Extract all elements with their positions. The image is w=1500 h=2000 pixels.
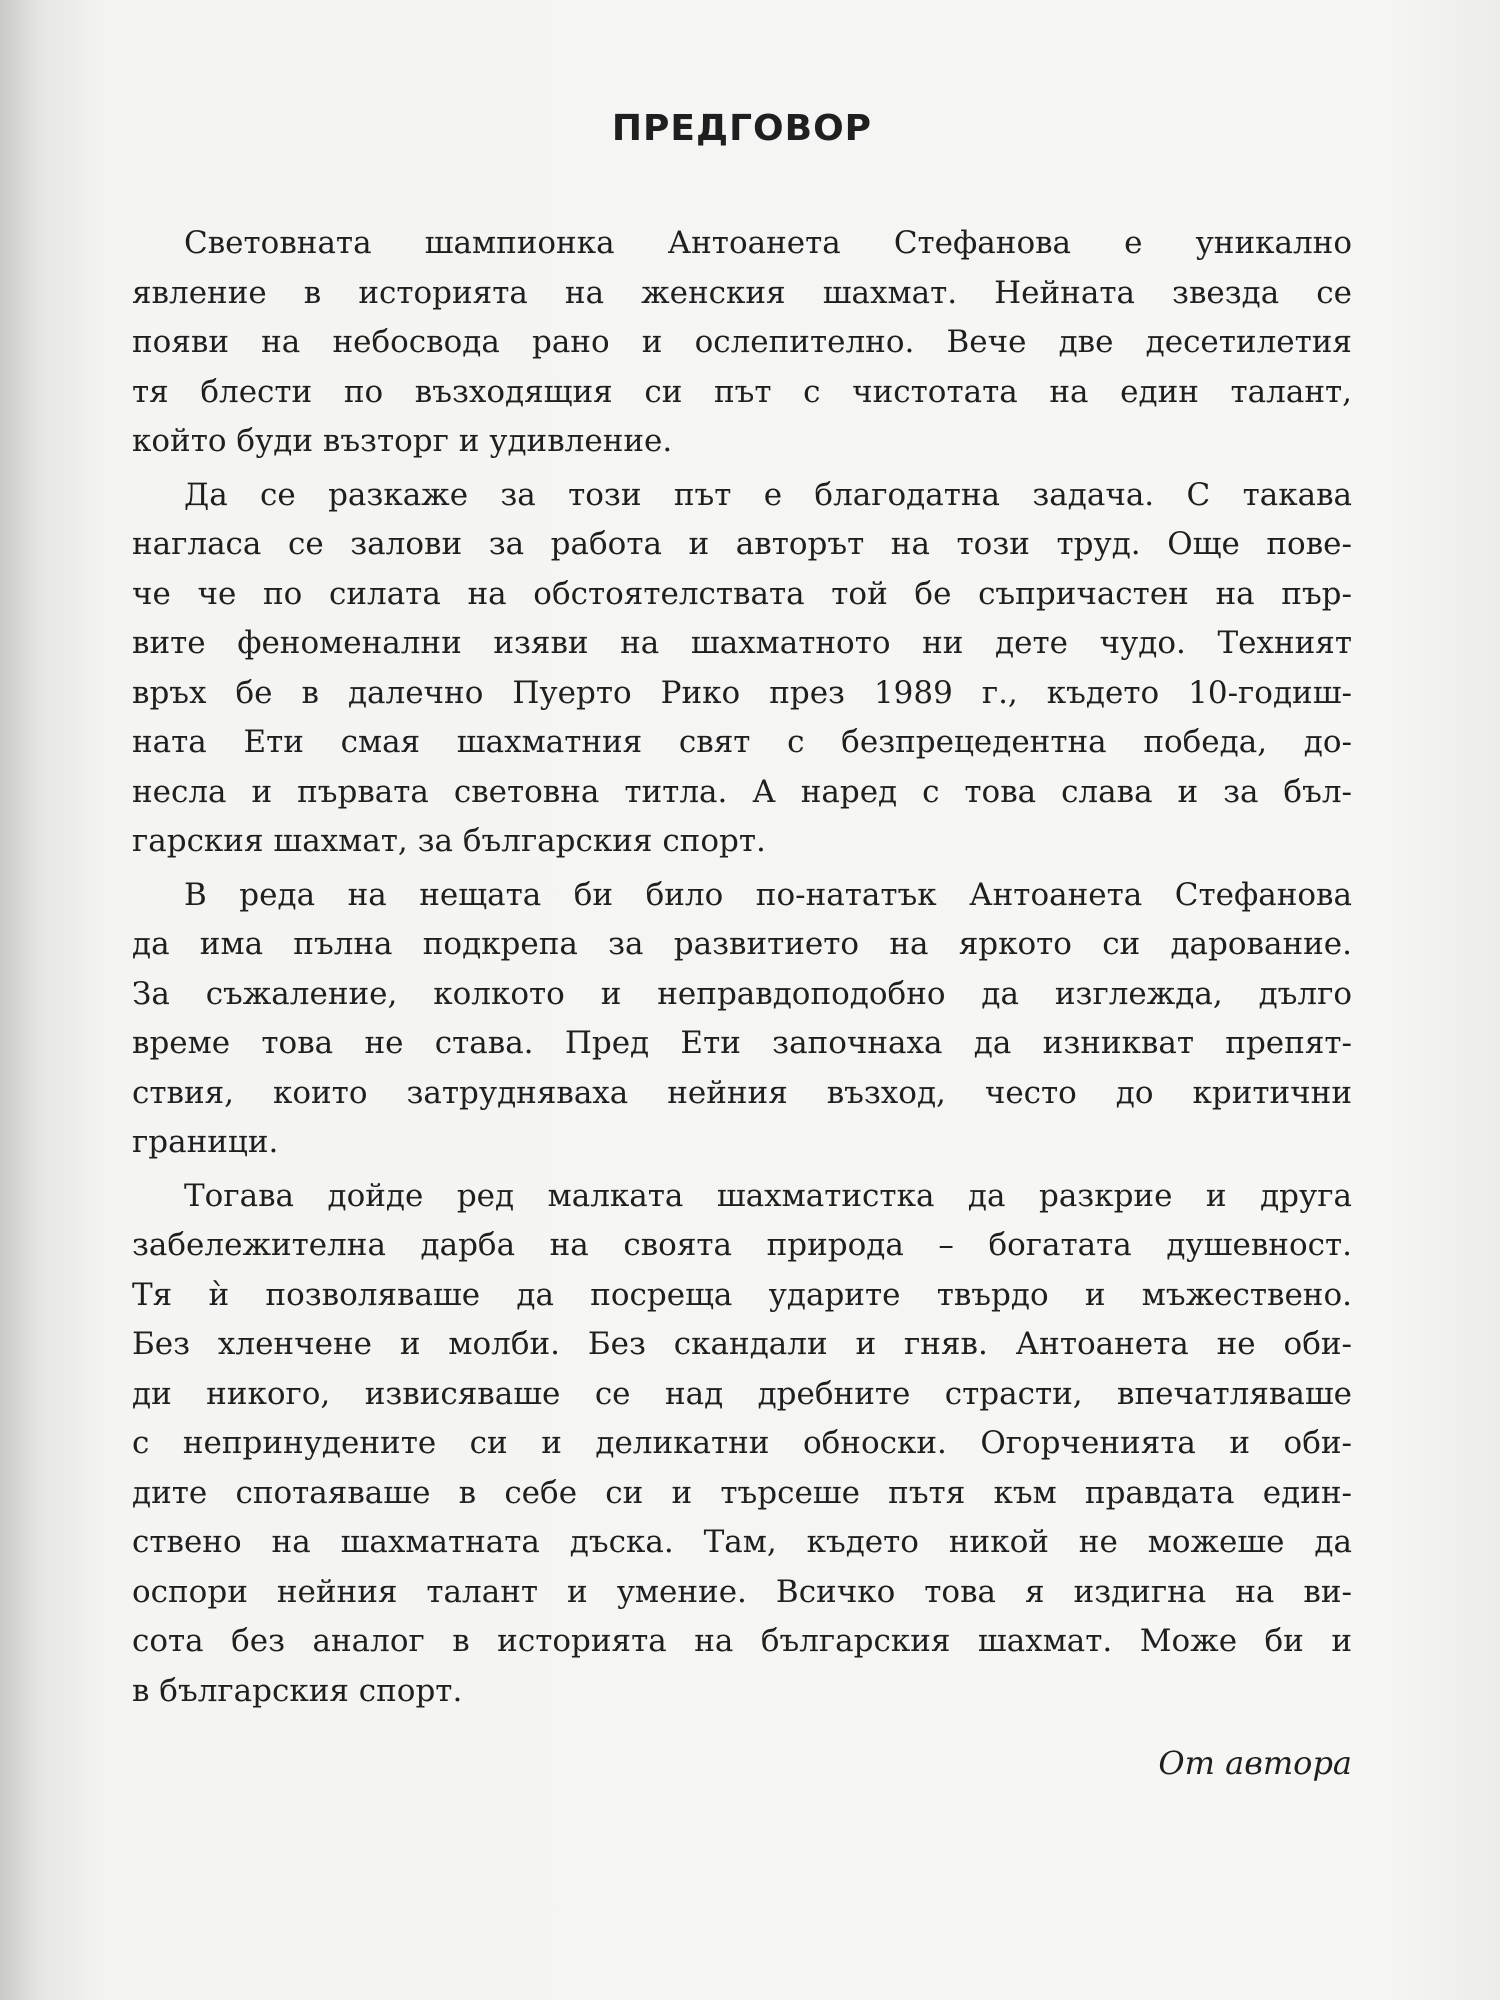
- paragraph-4: [132, 1172, 1352, 1717]
- text-line: тя блести по възходящия си път с чистотата на един талант,: [132, 373, 1352, 410]
- text-line: да има пълна подкрепа за развитието на яркото си дарование.: [132, 926, 1352, 962]
- text-line: В реда на нещата би било по-нататък Антоанета Стефанова: [184, 876, 1352, 913]
- text-line: Тя ѝ позволяваше да посреща ударите твърдо и мъжествено.: [132, 1276, 1352, 1313]
- page-title: ПРЕДГОВОР: [611, 108, 873, 149]
- text-line: дите спотаяваше в себе си и търсеше пътя към правдата един-: [132, 1474, 1352, 1511]
- text-line: връх бе в далечно Пуерто Рико през 1989 г., където 10-годиш-: [132, 674, 1352, 711]
- text-line: време това не става. Пред Ети започнаха да изникват препят-: [132, 1025, 1352, 1061]
- text-line: гарския шахмат, за българския спорт.: [132, 823, 766, 859]
- text-line: забележителна дарба на своята природа – богатата душевност.: [132, 1227, 1352, 1263]
- text-line: Тогава дойде ред малката шахматистка да разкрие и друга: [184, 1177, 1352, 1214]
- text-line: сота без аналог в историята на българския шахмат. Може би и: [132, 1623, 1352, 1659]
- text-line: нагласа се залови за работа и авторът на този труд. Още пове-: [132, 526, 1352, 562]
- text-line: явление в историята на женския шахмат. Нейната звезда се: [132, 274, 1352, 311]
- text-line: граници.: [132, 1124, 279, 1160]
- page-content: [132, 108, 1352, 1782]
- text-line: с непринудените си и деликатни обноски. Огорченията и оби-: [132, 1425, 1352, 1461]
- text-line: който буди възторг и удивление.: [132, 423, 673, 459]
- paragraph-1: [132, 219, 1352, 467]
- text-line: ствено на шахматната дъска. Там, където никой не можеше да: [132, 1524, 1352, 1560]
- text-line: ствия, които затрудняваха нейния възход, често до критични: [132, 1074, 1352, 1111]
- text-line: в българския спорт.: [132, 1672, 463, 1709]
- text-line: За съжаление, колкото и неправдоподобно да изглежда, дълго: [132, 975, 1352, 1012]
- text-line: ната Ети смая шахматния свят с безпрецедентна победа, до-: [132, 724, 1352, 760]
- text-line: вите феноменални изяви на шахматното ни дете чудо. Техният: [132, 625, 1352, 661]
- text-line: че че по силата на обстоятелствата той бе съпричастен на пър-: [132, 575, 1352, 612]
- author-signature: От автора: [1158, 1744, 1352, 1782]
- text-line: Световната шампионка Антоанета Стефанова е уникално: [184, 225, 1352, 261]
- text-line: появи на небосвода рано и ослепително. Вече две десетилетия: [132, 324, 1352, 360]
- text-line: оспори нейния талант и умение. Всичко това я издигна на ви-: [132, 1573, 1352, 1610]
- paragraph-3: [132, 871, 1352, 1168]
- paragraph-2: [132, 471, 1352, 867]
- text-line: несла и първата световна титла. А наред с това слава и за бъл-: [132, 773, 1352, 810]
- text-line: ди никого, извисяваше се над дребните страсти, впечатляваше: [132, 1375, 1352, 1412]
- text-line: Да се разкаже за този път е благодатна задача. С такава: [184, 476, 1352, 513]
- text-line: Без хленчене и молби. Без скандали и гняв. Антоанета не оби-: [132, 1326, 1352, 1362]
